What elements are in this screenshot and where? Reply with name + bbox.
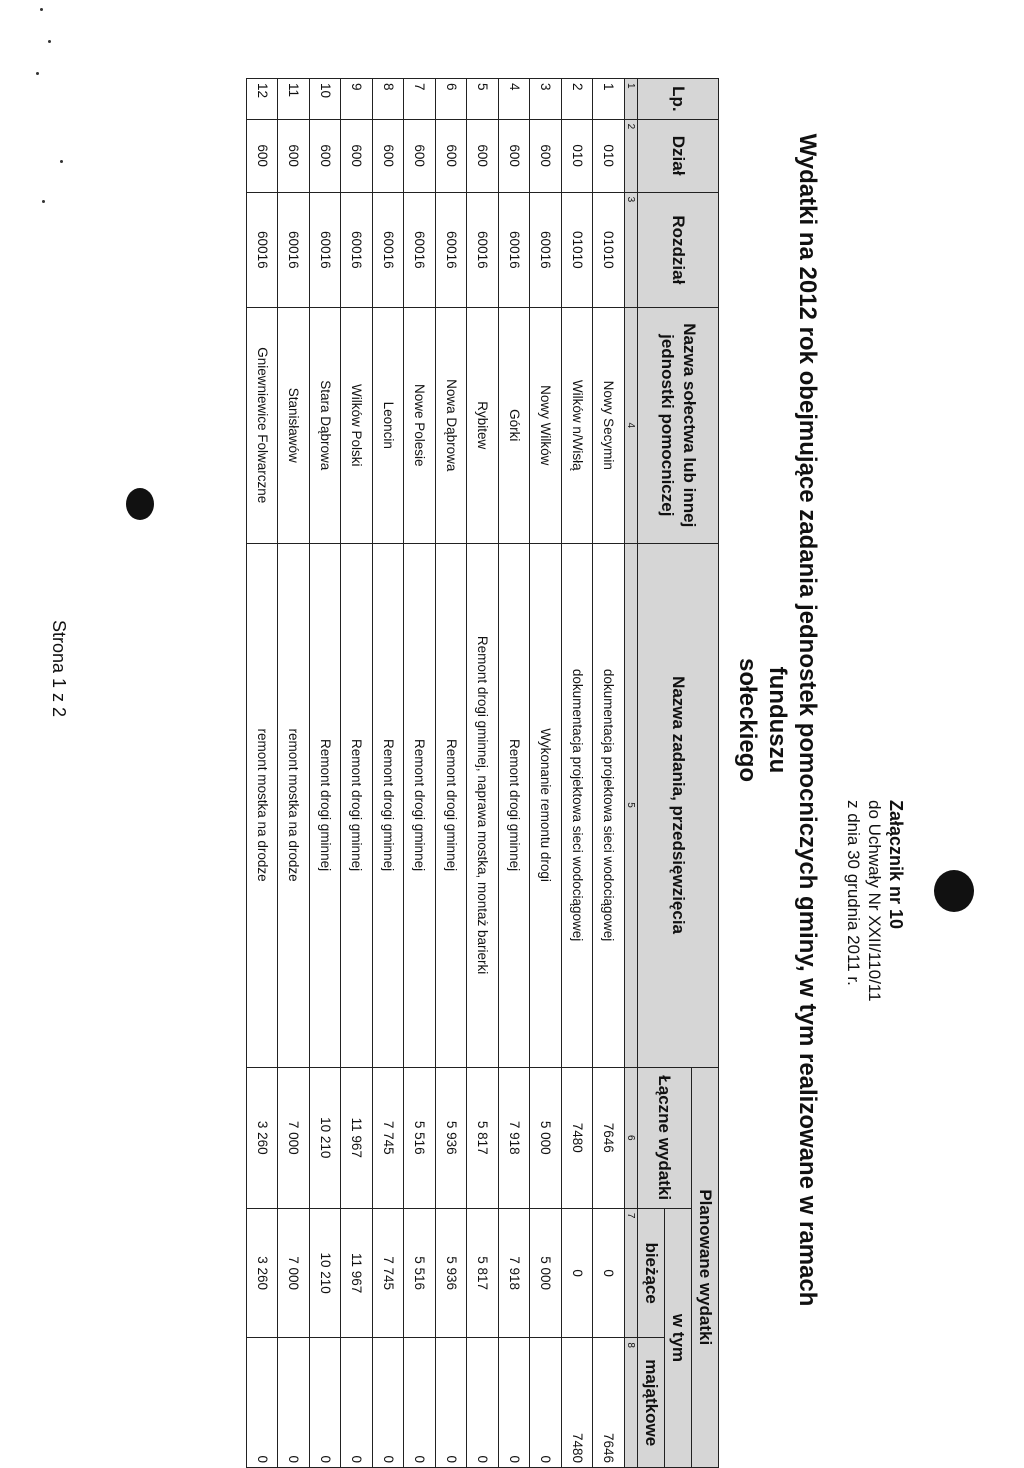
row-majatkowe: 0 <box>436 1338 468 1468</box>
row-dzial: 600 <box>530 119 562 192</box>
row-zadanie: dokumentacja projektowa sieci wodociągowej <box>593 543 625 1067</box>
attachment-resolution: do Uchwały Nr XXII/110/11 <box>865 800 884 1002</box>
row-majatkowe: 7646 <box>593 1338 625 1468</box>
row-dzial: 600 <box>499 119 531 192</box>
row-majatkowe: 0 <box>247 1338 279 1468</box>
row-dzial: 600 <box>341 119 373 192</box>
header-biezace: bieżące <box>638 1208 665 1338</box>
row-laczne: 5 516 <box>404 1067 436 1208</box>
header-planowane-wydatki: Planowane wydatki <box>692 1067 719 1467</box>
column-numbers-row <box>625 79 638 1468</box>
row-biezace: 5 936 <box>436 1208 468 1338</box>
row-laczne: 7646 <box>593 1067 625 1208</box>
row-zadanie: Remont drogi gminnej <box>404 543 436 1067</box>
table-row <box>373 79 405 1468</box>
header-w-tym: w tym <box>665 1208 692 1467</box>
scan-speck <box>60 160 63 163</box>
header-majatkowe: majątkowe <box>638 1338 665 1468</box>
row-laczne: 5 936 <box>436 1067 468 1208</box>
row-solectwo: Górki <box>499 308 531 544</box>
table-row <box>467 79 499 1468</box>
row-majatkowe: 0 <box>310 1338 342 1468</box>
row-majatkowe: 0 <box>404 1338 436 1468</box>
column-number: 6 <box>625 1067 638 1208</box>
row-solectwo: Rybitew <box>467 308 499 544</box>
table-row <box>278 79 310 1468</box>
row-laczne: 5 000 <box>530 1067 562 1208</box>
row-rozdzial: 01010 <box>562 192 594 307</box>
row-solectwo: Wilków n/Wisłą <box>562 308 594 544</box>
row-solectwo: Nowa Dąbrowa <box>436 308 468 544</box>
row-dzial: 010 <box>562 119 594 192</box>
row-rozdzial: 60016 <box>373 192 405 307</box>
row-laczne: 5 817 <box>467 1067 499 1208</box>
row-lp: 10 <box>310 79 342 120</box>
row-lp: 8 <box>373 79 405 120</box>
row-solectwo: Nowy Wilków <box>530 308 562 544</box>
row-lp: 3 <box>530 79 562 120</box>
row-rozdzial: 60016 <box>436 192 468 307</box>
column-number: 1 <box>625 79 638 120</box>
table-row <box>247 79 279 1468</box>
row-dzial: 010 <box>593 119 625 192</box>
title-line-1: Wydatki na 2012 rok obejmujące zadania jednostek pomocniczych gminy, w tym realizowane w ramach funduszu <box>764 133 821 1307</box>
column-number: 3 <box>625 192 638 307</box>
expenses-table <box>246 78 719 1468</box>
row-zadanie: Remont drogi gminnej <box>499 543 531 1067</box>
row-zadanie: Remont drogi gminnej, naprawa mostka, montaż barierki <box>467 543 499 1067</box>
row-majatkowe: 0 <box>530 1338 562 1468</box>
row-biezace: 10 210 <box>310 1208 342 1338</box>
row-biezace: 0 <box>562 1208 594 1338</box>
row-majatkowe: 0 <box>373 1338 405 1468</box>
row-dzial: 600 <box>404 119 436 192</box>
row-lp: 12 <box>247 79 279 120</box>
row-dzial: 600 <box>436 119 468 192</box>
page-footer: Strona 1 z 2 <box>49 620 69 718</box>
row-solectwo: Wilków Polski <box>341 308 373 544</box>
row-lp: 2 <box>562 79 594 120</box>
row-rozdzial: 60016 <box>467 192 499 307</box>
row-rozdzial: 60016 <box>310 192 342 307</box>
column-number: 5 <box>625 543 638 1067</box>
table-row <box>562 79 594 1468</box>
row-rozdzial: 60016 <box>404 192 436 307</box>
row-biezace: 7 745 <box>373 1208 405 1338</box>
row-majatkowe: 0 <box>341 1338 373 1468</box>
row-biezace: 11 967 <box>341 1208 373 1338</box>
header-laczne-wydatki: Łączne wydatki <box>638 1067 692 1208</box>
row-rozdzial: 60016 <box>499 192 531 307</box>
scan-artifact <box>934 870 974 912</box>
row-lp: 11 <box>278 79 310 120</box>
table-row <box>404 79 436 1468</box>
row-laczne: 10 210 <box>310 1067 342 1208</box>
row-lp: 5 <box>467 79 499 120</box>
scan-speck <box>42 200 45 203</box>
table-row <box>436 79 468 1468</box>
table-row <box>310 79 342 1468</box>
row-biezace: 5 516 <box>404 1208 436 1338</box>
row-biezace: 5 000 <box>530 1208 562 1338</box>
row-biezace: 3 260 <box>247 1208 279 1338</box>
attachment-date: z dnia 30 grudnia 2011 r. <box>844 800 863 986</box>
table-row <box>593 79 625 1468</box>
row-laczne: 7 000 <box>278 1067 310 1208</box>
row-zadanie: remont mostka na drodze <box>278 543 310 1067</box>
row-lp: 9 <box>341 79 373 120</box>
row-laczne: 7480 <box>562 1067 594 1208</box>
row-majatkowe: 7480 <box>562 1338 594 1468</box>
row-lp: 7 <box>404 79 436 120</box>
row-majatkowe: 0 <box>467 1338 499 1468</box>
row-rozdzial: 60016 <box>341 192 373 307</box>
header-dzial: Dział <box>638 119 719 192</box>
row-laczne: 7 918 <box>499 1067 531 1208</box>
row-zadanie: Remont drogi gminnej <box>310 543 342 1067</box>
column-number: 4 <box>625 308 638 544</box>
row-zadanie: dokumentacja projektowa sieci wodociągowej <box>562 543 594 1067</box>
column-number: 8 <box>625 1338 638 1468</box>
row-rozdzial: 60016 <box>247 192 279 307</box>
row-lp: 6 <box>436 79 468 120</box>
document-title <box>732 120 822 1320</box>
title-line-2: sołeckiego <box>734 657 761 783</box>
header-lp: Lp. <box>638 79 719 120</box>
table-row <box>530 79 562 1468</box>
attachment-number: Załącznik nr 10 <box>886 800 906 930</box>
header-nazwa-zadania: Nazwa zadania, przedsięwzięcia <box>638 543 719 1067</box>
row-rozdzial: 60016 <box>278 192 310 307</box>
row-biezace: 5 817 <box>467 1208 499 1338</box>
row-zadanie: Remont drogi gminnej <box>373 543 405 1067</box>
row-dzial: 600 <box>247 119 279 192</box>
row-lp: 1 <box>593 79 625 120</box>
row-dzial: 600 <box>278 119 310 192</box>
row-lp: 4 <box>499 79 531 120</box>
scan-artifact <box>126 488 154 520</box>
row-solectwo: Stara Dąbrowa <box>310 308 342 544</box>
row-zadanie: remont mostka na drodze <box>247 543 279 1067</box>
scan-speck <box>48 40 51 43</box>
header-rozdzial: Rozdział <box>638 192 719 307</box>
attachment-header <box>843 800 906 1400</box>
row-laczne: 11 967 <box>341 1067 373 1208</box>
row-solectwo: Leoncin <box>373 308 405 544</box>
row-biezace: 7 918 <box>499 1208 531 1338</box>
scan-speck <box>36 72 39 75</box>
row-solectwo: Stanisławów <box>278 308 310 544</box>
row-dzial: 600 <box>467 119 499 192</box>
table-row <box>499 79 531 1468</box>
row-biezace: 7 000 <box>278 1208 310 1338</box>
row-rozdzial: 60016 <box>530 192 562 307</box>
row-laczne: 7 745 <box>373 1067 405 1208</box>
row-solectwo: Gniewniewice Folwarczne <box>247 308 279 544</box>
column-number: 2 <box>625 119 638 192</box>
row-dzial: 600 <box>310 119 342 192</box>
row-biezace: 0 <box>593 1208 625 1338</box>
scan-speck <box>40 8 43 11</box>
row-solectwo: Nowe Polesie <box>404 308 436 544</box>
column-number: 7 <box>625 1208 638 1338</box>
row-solectwo: Nowy Secymin <box>593 308 625 544</box>
row-zadanie: Remont drogi gminnej <box>436 543 468 1067</box>
table-row <box>341 79 373 1468</box>
row-dzial: 600 <box>373 119 405 192</box>
header-nazwa-solectwa: Nazwa sołectwa lub innej jednostki pomocniczej <box>638 308 719 544</box>
row-zadanie: Remont drogi gminnej <box>341 543 373 1067</box>
row-zadanie: Wykonanie remontu drogi <box>530 543 562 1067</box>
row-rozdzial: 01010 <box>593 192 625 307</box>
row-majatkowe: 0 <box>499 1338 531 1468</box>
row-laczne: 3 260 <box>247 1067 279 1208</box>
row-majatkowe: 0 <box>278 1338 310 1468</box>
